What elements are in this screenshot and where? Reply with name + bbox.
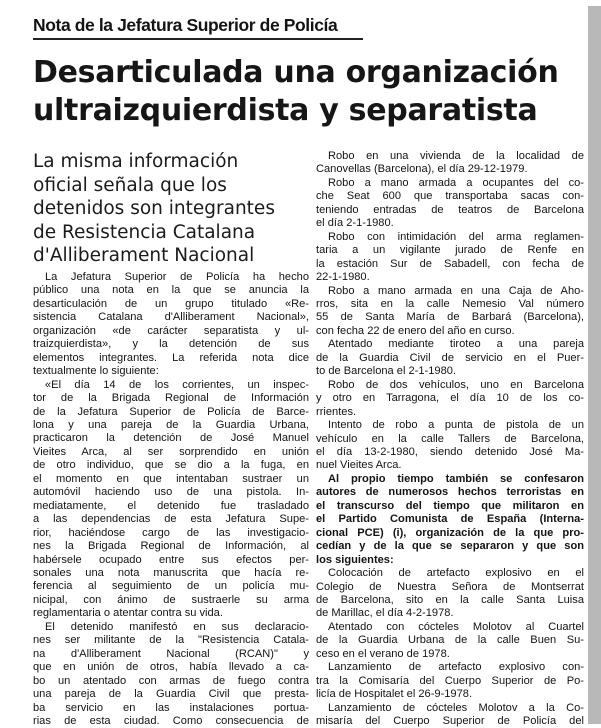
headline-line-2: ultraizquierdista y separatista [33,93,538,128]
article-text-line: a las dependencias de esta Jefatura Supe- [33,513,309,526]
article-text-line: una pareja de la Guardia Civil que presta- [33,688,309,701]
article-text-line: Al propio tiempo también se confesaron [328,472,584,485]
article-text-line: el transcurso del tiempo que militaron en [316,499,584,512]
article-text-line: y otro en Tarragona, el día 10 de los co- [316,392,584,405]
article-text-line: público una nota en la que se anuncia la [33,284,309,297]
article-text-line: los siguientes: [316,553,394,566]
article-text-line: organización «de carácter separatista y ul- [33,324,309,337]
subhead-line: de Resistencia Catalana [33,221,256,243]
headline-line-1: Desarticulada una organización [33,55,559,90]
article-text-line: che Seat 600 que transportaba sacas con- [316,190,584,203]
article-text-line: de la Jefatura Superior de Policía de Barce- [33,405,309,418]
article-text-line: Atentado mediante tiroteo a una pareja [328,338,584,351]
article-text-line: el día 2-1-1980. [316,217,394,230]
article-text-line: el día 13-2-1980, siendo detenido José Ma- [316,445,584,458]
article-text-line: la estación Sur de Sabadell, con fecha de [316,257,584,270]
article-text-line: autores de numerosos hechos terroristas en [316,486,584,499]
article-text-line: de la Guardia Urbana de la calle Buen Su- [316,634,584,647]
article-text-line: Canovellas (Barcelona), el día 29-12-1979. [316,163,528,176]
article-text-line: nicipal, con ánimo de sustraerle su arma [33,593,309,606]
article-text-line: Atentado con cócteles Molotov al Cuartel [328,620,584,633]
subhead-line: oficial señala que los [33,174,227,196]
article-text-line: el momento en que intentaban sustraer un [33,472,309,485]
subhead-line: La misma información [33,151,239,172]
article-text-line: Lanzamiento de cócteles Molotov a la Co- [328,701,584,714]
article-text-line: na d'Alliberament Nacional (RCAN)" y [33,647,309,660]
article-text-line: automóvil haciendo uso de una pistola. In- [33,486,309,499]
subhead-line: detenidos son integrantes [33,198,275,219]
article-text-line: reglamentaria o atentar contra su vida. [33,607,223,620]
article-text-line: textualmente lo siguiente: [33,365,159,378]
article-text-line: practicaron la detención de José Manuel [33,432,309,445]
article-column-left [33,271,309,728]
article-text-line: que en unión de otros, había llevado a ca- [33,661,309,674]
article-text-line: «El día 14 de los corrientes, un inspec- [45,378,309,391]
article-text-line: Colocación de artefacto explosivo en el [328,567,584,580]
article-text-line: de Barcelona, sito en la calle Santa Luisa [316,593,584,606]
article-text-line: 55 de Santa María de Barbará (Barcelona), [316,311,584,324]
article-text-line: rrientes. [316,405,357,418]
article-text-line: rros, sita en la calle Nemesio Val número [316,297,584,310]
article-text-line: nes la Brigada Regional de Información, al [33,540,309,553]
article-text-line: lona y una pareja de la Guardia Urbana, [33,418,309,431]
article-text-line: cional PCE) (i), organización de la que pro- [316,526,584,539]
article-text-line: de otro individuo, que se dio a la fuga, en [33,459,309,472]
article-text-line: con fecha 22 de enero del año en curso. [316,324,515,337]
article-text-line: de la Guardia Civil de servicio en el Puer- [316,351,584,364]
article-text-line: tra la Comisaría del Cuerpo Superior de Po- [316,674,584,687]
article-text-line: desarticulación de un grupo titulado «Re- [33,297,309,310]
article-text-line: elementos integrantes. La referida nota dice [33,351,309,364]
article-text-line: Lanzamiento de artefacto explosivo con- [328,661,584,674]
article-text-line: Robo de dos vehículos, uno en Barcelona [328,378,584,391]
article-text-line: La Jefatura Superior de Policía ha hecho [45,271,309,283]
article-text-line: habérsele ocupado entre sus efectos per- [33,553,309,566]
article-text-line: tor de la Brigada Regional de Información [33,392,309,405]
article-text-line: mediatamente, el detenido fue trasladado [33,499,309,512]
headline [33,54,593,130]
subheadline [33,150,315,268]
article-text-line: ba servicio en las instalaciones portua- [33,701,309,714]
article-text-line: sistencia Catalana d'Alliberament Nacional», [33,311,309,324]
section-kicker: Nota de la Jefatura Superior de Policía [33,14,363,40]
article-text-line: de Marillac, el día 4-2-1978. [316,607,454,620]
article-text-line: cedían y de la que se separaron y que son [316,540,584,553]
article-text-line: sonales una nota manuscrita que hacía re- [33,566,309,579]
article-text-line: rias de esta ciudad. Como consecuencia de [33,714,309,727]
article-text-line: Intento de robo a punta de pistola de un [328,419,584,432]
article-text-line: 22-1-1980. [316,271,370,284]
article-text-line: Robo en una vivienda de la localidad de [328,150,584,162]
article-text-line: misaría del Cuerpo Superior de Policía del [316,715,584,728]
article-text-line: Robo a mano armada a ocupantes del co- [328,176,584,189]
article-text-line: taria a un vigilante jurado de Renfe en [316,244,584,257]
subhead-line: d'Alliberament Nacional [33,245,255,266]
article-text-line: el Partido Comunista de España (Interna- [316,513,584,526]
article-text-line: vehículo en la calle Tallers de Barcelona, [316,432,584,445]
article-text-line: teniendo entradas de teatros de Barcelona [316,203,584,216]
article-text-line: Vieites Arca, al ser sorprendido en unión [33,445,309,458]
article-text-line: traizquierdista», y la detención de sus [33,338,309,351]
article-text-line: to de Barcelona el 2-1-1980. [316,365,456,378]
article-text-line: licía de Hospitalet el 26-9-1978. [316,688,473,701]
article-text-line: Robo a mano armada en una Caja de Aho- [328,284,584,297]
article-text-line: Colegio de Nuestra Señora de Montserrat [316,580,584,593]
article-column-right [316,150,584,728]
article-text-line: bo un atentado con armas de fuego contra [33,674,309,687]
article-text-line: ceso en el verano de 1978. [316,647,450,660]
article-text-line: nes ser militante de la "Resistencia Catala- [33,634,309,647]
article-text-line: ferencia al seguimiento de un policía mu- [33,580,309,593]
article-text-line: rior, haciéndose cargo de las investigacio- [33,526,309,539]
article-text-line: El detenido manifestó en sus declaracio- [45,620,309,633]
article-text-line: Robo con intimidación del arma reglamen- [328,230,584,243]
article-text-line: nuel Vieites Arca. [316,459,402,472]
